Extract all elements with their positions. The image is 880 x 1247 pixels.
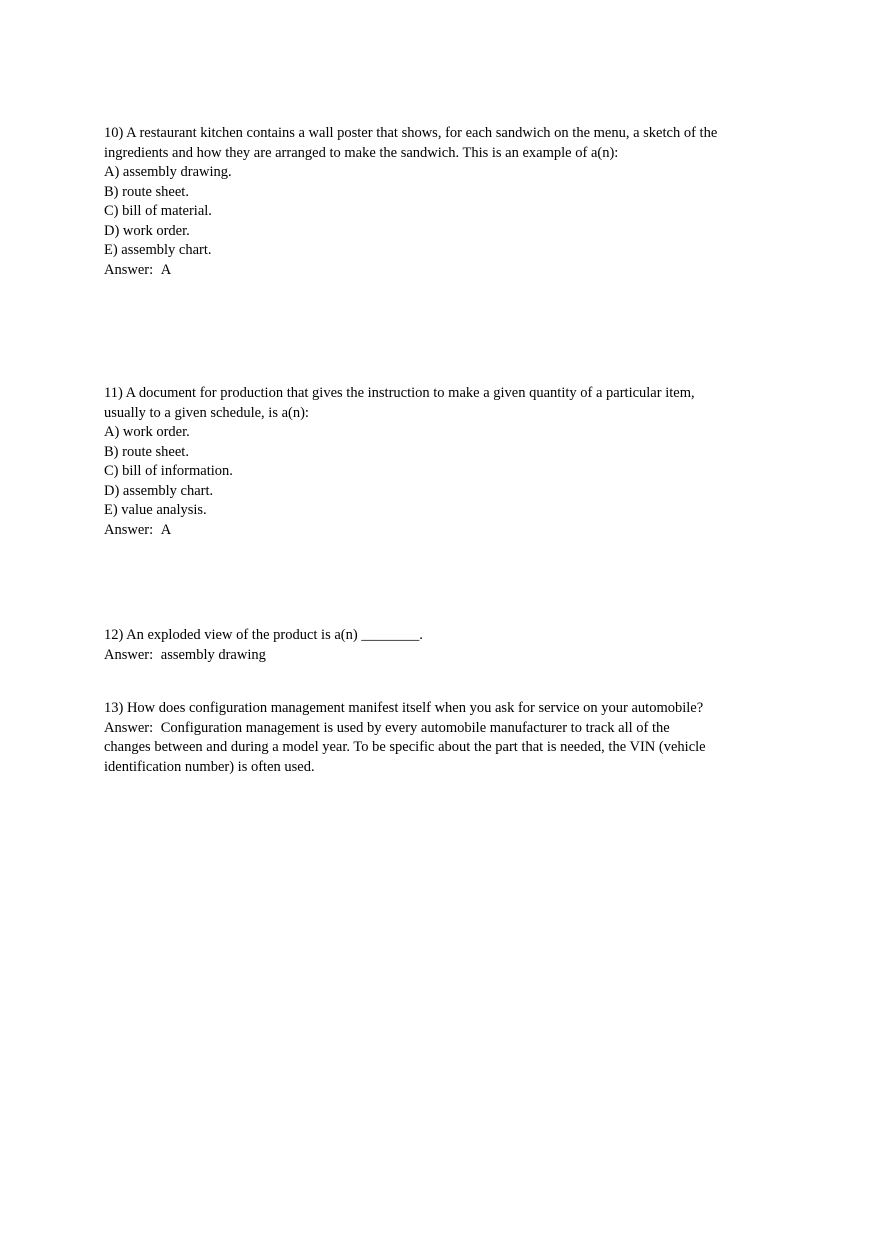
answer-label: Answer: xyxy=(104,646,154,663)
answer-value: Configuration management is used by every automobile manufacturer to track all of the xyxy=(160,719,670,736)
answer-option-e: E) value analysis. xyxy=(104,502,207,518)
question-stem: usually to a given schedule, is a(n): xyxy=(104,404,309,421)
question-stem: ingredients and how they are arranged to make the sandwich. This is an example of a(n): xyxy=(104,144,619,161)
answer-value: assembly drawing xyxy=(160,646,266,663)
answer-option-c: C) bill of information. xyxy=(104,463,233,479)
question-stem: 10) A restaurant kitchen contains a wall poster that shows, for each sandwich on the menu, a sketch of the xyxy=(104,125,718,141)
answer-label: Answer: xyxy=(104,521,154,538)
answer-option-b: B) route sheet. xyxy=(104,183,189,200)
answer-continuation: identification number) is often used. xyxy=(104,758,315,775)
answer-option-b: B) route sheet. xyxy=(104,443,189,460)
answer-line xyxy=(104,719,744,739)
answer-option-c: C) bill of material. xyxy=(104,203,212,219)
answer-label: Answer: xyxy=(104,719,154,736)
answer-line xyxy=(104,646,744,666)
answer-line xyxy=(104,261,744,281)
question-stem: 12) An exploded view of the product is a(n) ________. xyxy=(104,627,423,643)
question-13 xyxy=(104,699,744,777)
question-stem: 11) A document for production that gives the instruction to make a given quantity of a particular item, xyxy=(104,385,695,401)
answer-label: Answer: xyxy=(104,261,154,278)
question-10 xyxy=(104,124,744,280)
answer-value: A xyxy=(160,261,172,278)
question-stem: 13) How does configuration management manifest itself when you ask for service on your automobile? xyxy=(104,700,704,716)
answer-option-d: D) assembly chart. xyxy=(104,482,214,499)
question-12 xyxy=(104,626,744,665)
answer-option-e: E) assembly chart. xyxy=(104,242,212,258)
answer-option-a: A) work order. xyxy=(104,424,190,440)
answer-value: A xyxy=(160,521,172,538)
answer-option-d: D) work order. xyxy=(104,222,190,239)
answer-line xyxy=(104,521,744,541)
answer-continuation: changes between and during a model year. To be specific about the part that is needed, the VIN (vehicle xyxy=(104,739,706,755)
question-11 xyxy=(104,384,744,540)
answer-option-a: A) assembly drawing. xyxy=(104,164,232,180)
